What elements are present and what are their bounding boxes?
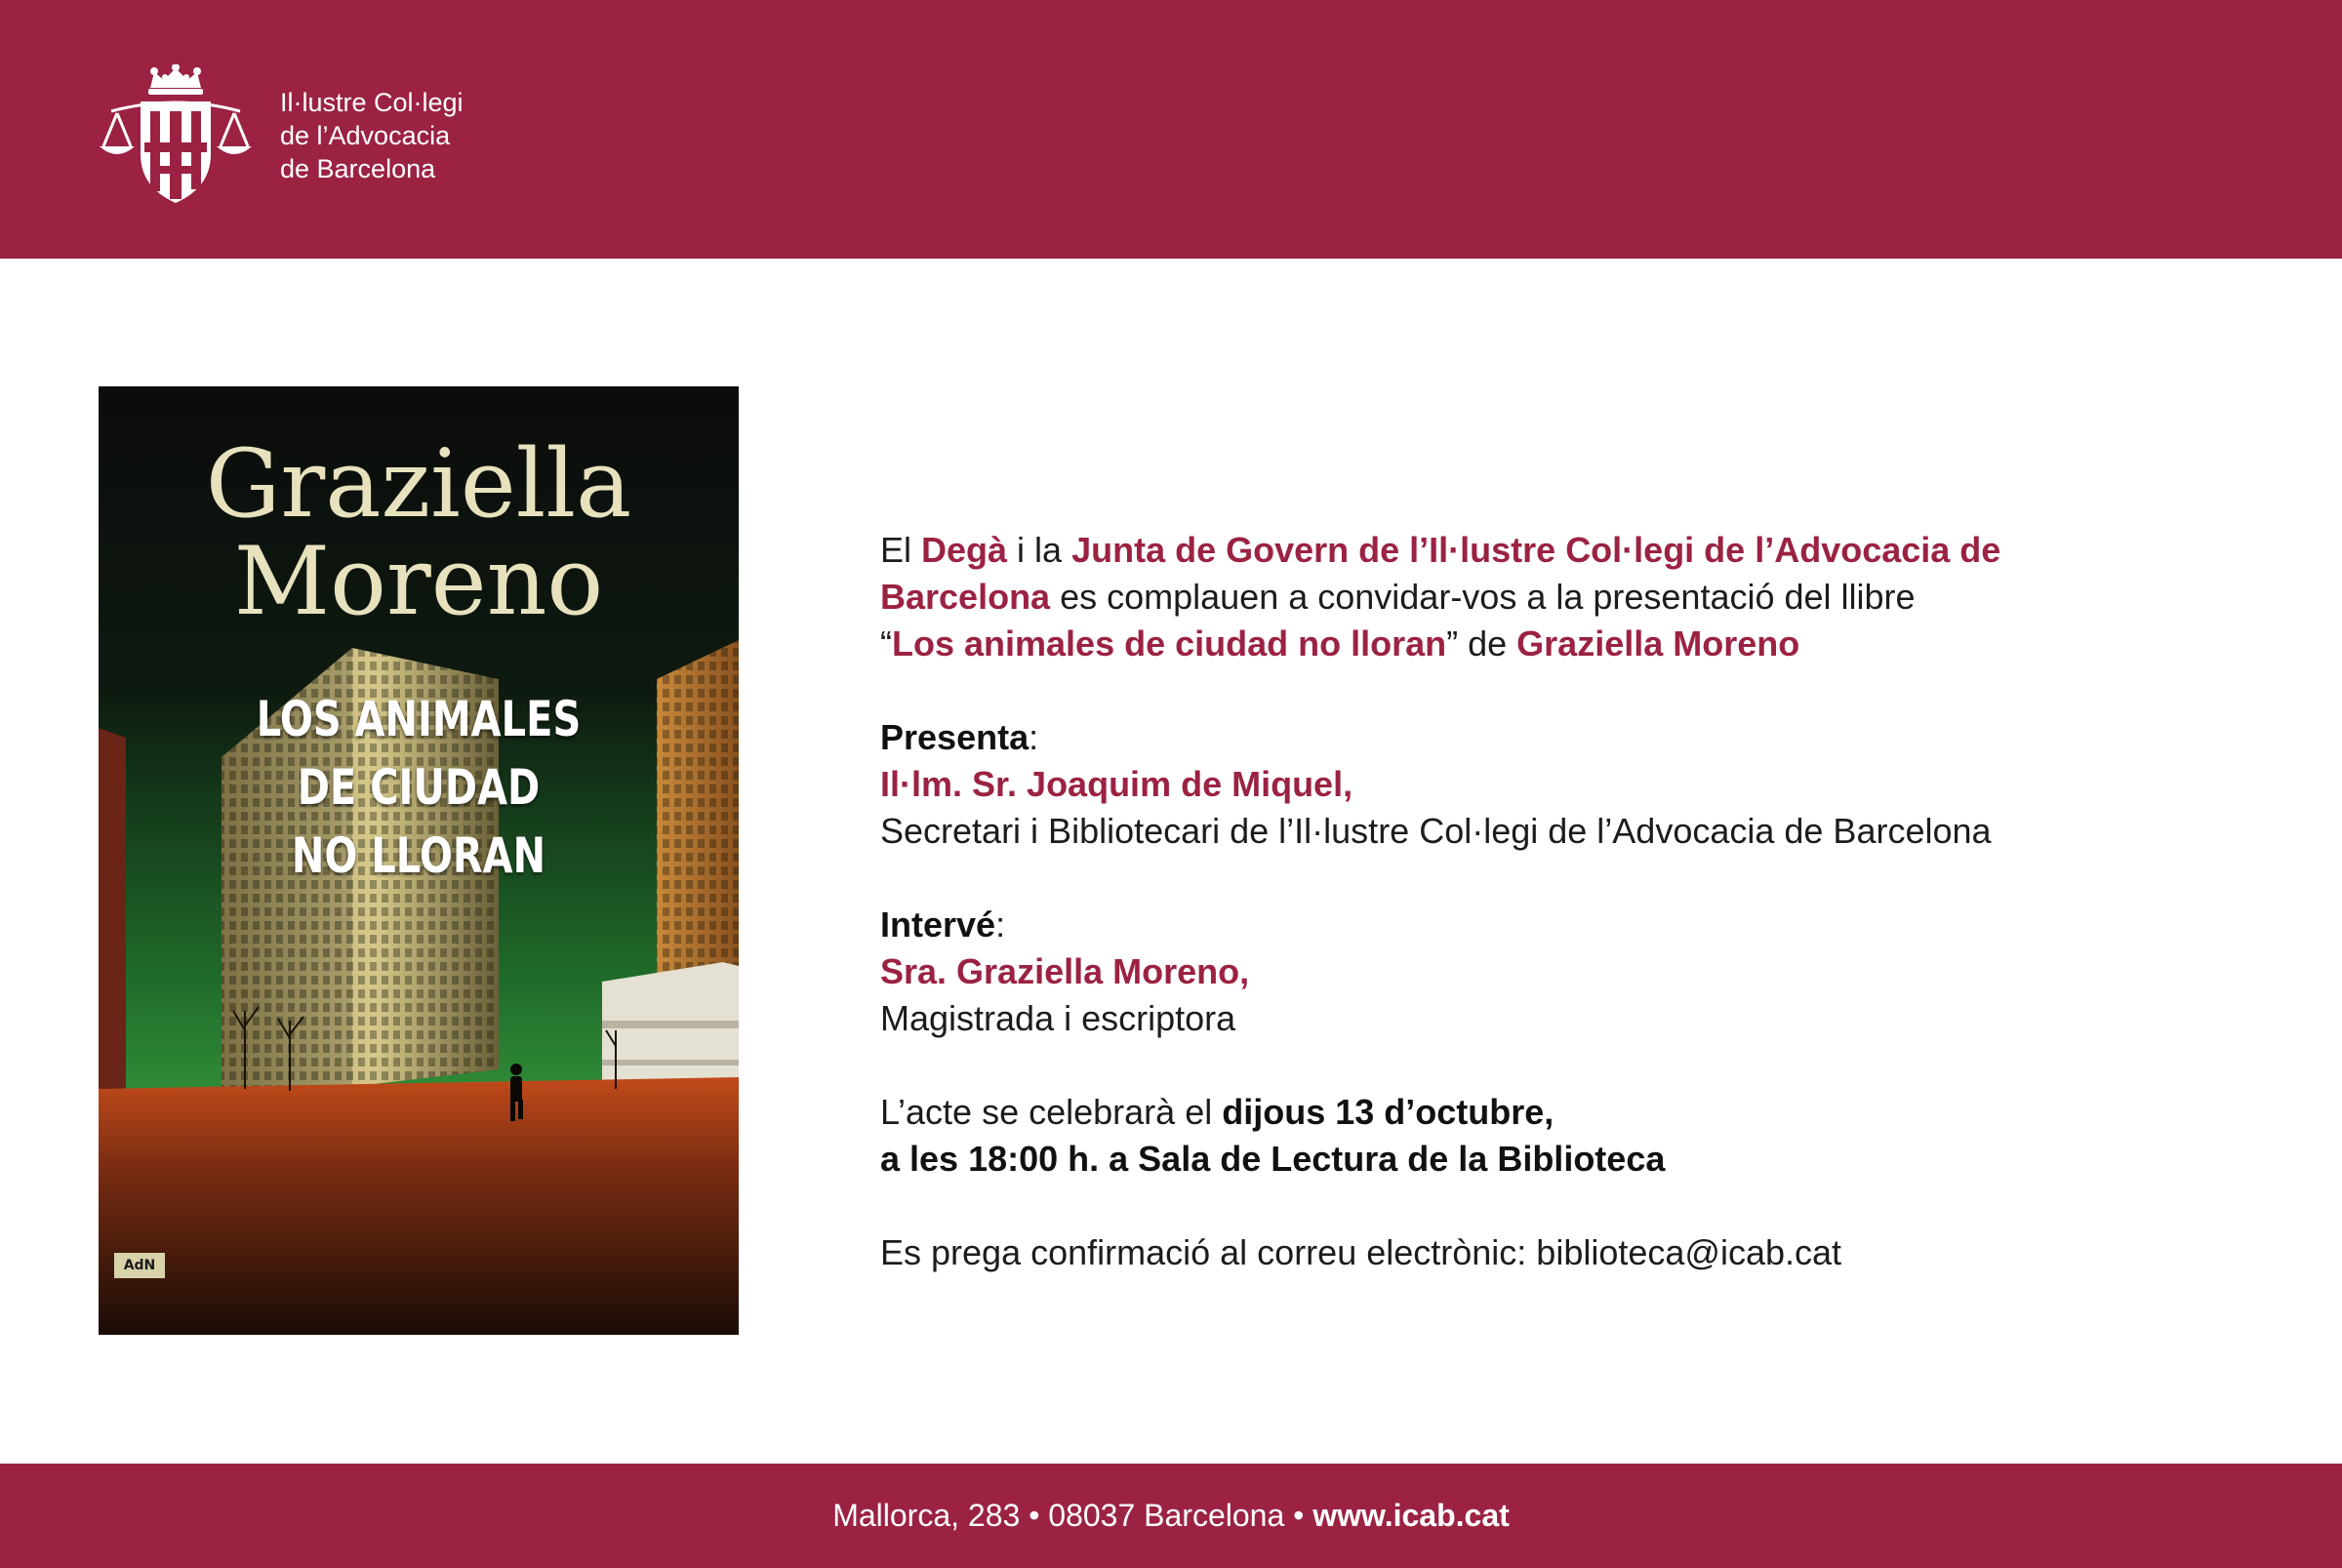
quote-close: ” de	[1446, 623, 1517, 663]
footer-banner	[0, 1464, 2342, 1568]
invitation-text	[880, 527, 2266, 1276]
event-time-place: a les 18:00 h. a Sala de Lectura de la Biblioteca	[880, 1139, 1666, 1179]
intro-text: i la	[1007, 530, 1072, 570]
cover-title-line-1: LOS ANIMALES	[256, 691, 582, 747]
governing-board: Junta de Govern de l’Il·lustre Col·legi de l’Advocacia de	[1071, 530, 2001, 570]
org-name-line-2: de l’Advocacia	[280, 121, 451, 150]
event-date: dijous 13 d’octubre,	[1222, 1092, 1555, 1132]
footer-address: Mallorca, 283 • 08037 Barcelona •	[832, 1498, 1313, 1533]
icab-crest-icon	[94, 64, 258, 207]
speaker-colon: :	[995, 905, 1006, 945]
speaker-name: Sra. Graziella Moreno,	[880, 951, 1250, 991]
cover-title-line-2: DE CIUDAD	[297, 759, 541, 816]
quote-open: “	[880, 623, 892, 663]
book-title: Los animales de ciudad no lloran	[892, 623, 1447, 663]
presenter-colon: :	[1029, 717, 1039, 757]
presenter-label: Presenta	[880, 717, 1030, 757]
footer-website: www.icab.cat	[1312, 1498, 1510, 1533]
org-name-line-3: de Barcelona	[280, 154, 436, 183]
org-name-line-1: Il·lustre Col·legi	[280, 88, 464, 117]
cover-title-line-3: NO LLORAN	[291, 827, 546, 884]
book-author: Graziella Moreno	[1516, 623, 1800, 663]
intro-line-3	[880, 621, 2266, 667]
presenter-name: Il·lm. Sr. Joaquim de Miquel,	[880, 764, 1353, 804]
rsvp-text: Es prega confirmació al correu electrònic: biblioteca@icab.cat	[880, 1232, 1842, 1272]
presenter-role: Secretari i Bibliotecari de l’Il·lustre Col·legi de l’Advocacia de Barcelona	[880, 811, 1992, 851]
organization-name	[280, 86, 464, 185]
book-cover-image	[99, 386, 739, 1335]
speaker-role: Magistrada i escriptora	[880, 998, 1236, 1038]
governing-board-city: Barcelona	[880, 577, 1051, 617]
presenter-label-line	[880, 714, 2266, 761]
cover-author-first-name: Graziella	[205, 429, 632, 539]
dean-title: Degà	[921, 530, 1008, 570]
speaker-label-line	[880, 902, 2266, 948]
intro-text: El	[880, 530, 922, 570]
intro-line-2	[880, 574, 2266, 621]
intro-text: es complauen a convidar-vos a la presentació del llibre	[1050, 577, 1916, 617]
cover-author-last-name: Moreno	[233, 527, 604, 636]
intro-line-1	[880, 527, 2266, 574]
header-banner	[0, 0, 2342, 259]
footer-contact	[0, 1464, 2342, 1568]
publisher-badge: AdN	[114, 1253, 165, 1278]
event-prefix: L’acte se celebrarà el	[880, 1092, 1223, 1132]
event-date-line	[880, 1089, 2266, 1136]
speaker-label: Intervé	[880, 905, 996, 945]
